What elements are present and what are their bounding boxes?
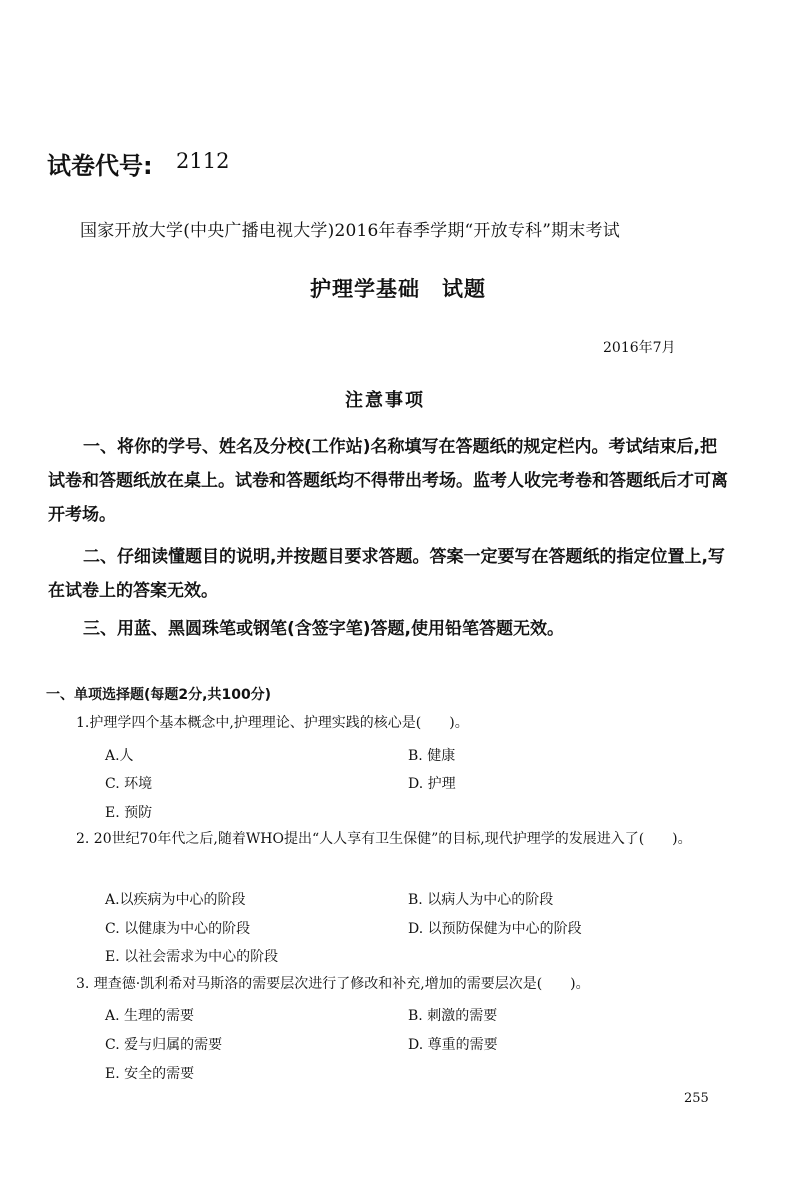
- question-3: 3. 理查德·凯利希对马斯洛的需要层次进行了修改和补充,增加的需要层次是( )。: [76, 976, 590, 992]
- q2-option-b: B. 以病人为中心的阶段: [408, 892, 554, 908]
- question-1: 1.护理学四个基本概念中,护理理论、护理实践的核心是( )。: [76, 715, 469, 731]
- q3-option-a: A. 生理的需要: [105, 1008, 195, 1024]
- q3-option-d: D. 尊重的需要: [408, 1037, 498, 1053]
- section-heading: 一、单项选择题(每题2分,共100分): [46, 687, 272, 703]
- q1-option-a: A.人: [105, 748, 134, 764]
- exam-code-label: 试卷代号:: [47, 152, 153, 180]
- notice-heading: 注意事项: [345, 390, 425, 411]
- notice-item-3: 三、用蓝、黑圆珠笔或钢笔(含签字笔)答题,使用铅笔答题无效。: [83, 619, 564, 639]
- q1-option-c: C. 环境: [105, 776, 153, 792]
- notice-item-1: 一、将你的学号、姓名及分校(工作站)名称填写在答题纸的规定栏内。考试结束后,把试卷和答题纸放在桌上。试卷和答题纸均不得带出考场。监考人收完考卷和答题纸后才可离开考场。: [48, 437, 728, 525]
- q1-option-b: B. 健康: [408, 748, 456, 764]
- q2-option-e: E. 以社会需求为中心的阶段: [105, 949, 279, 965]
- exam-code-value: 2112: [176, 149, 230, 173]
- q2-option-a: A.以疾病为中心的阶段: [105, 892, 246, 908]
- q2-option-c: C. 以健康为中心的阶段: [105, 921, 251, 937]
- page-number: 255: [684, 1091, 709, 1106]
- exam-title: 护理学基础 试题: [310, 277, 486, 301]
- q2-option-d: D. 以预防保健为中心的阶段: [408, 921, 582, 937]
- exam-date: 2016年7月: [603, 340, 676, 356]
- q1-option-e: E. 预防: [105, 805, 153, 821]
- exam-header-line: 国家开放大学(中央广播电视大学)2016年春季学期“开放专科”期末考试: [80, 221, 620, 241]
- q3-option-b: B. 刺激的需要: [408, 1008, 498, 1024]
- q1-option-d: D. 护理: [408, 776, 456, 792]
- notice-item-2: 二、仔细读懂题目的说明,并按题目要求答题。答案一定要写在答题纸的指定位置上,写在试卷上的答案无效。: [48, 547, 725, 601]
- q3-option-c: C. 爱与归属的需要: [105, 1037, 223, 1053]
- question-2: 2. 20世纪70年代之后,随着WHO提出“人人享有卫生保健”的目标,现代护理学的发展进入了( )。: [76, 831, 692, 847]
- q3-option-e: E. 安全的需要: [105, 1066, 195, 1082]
